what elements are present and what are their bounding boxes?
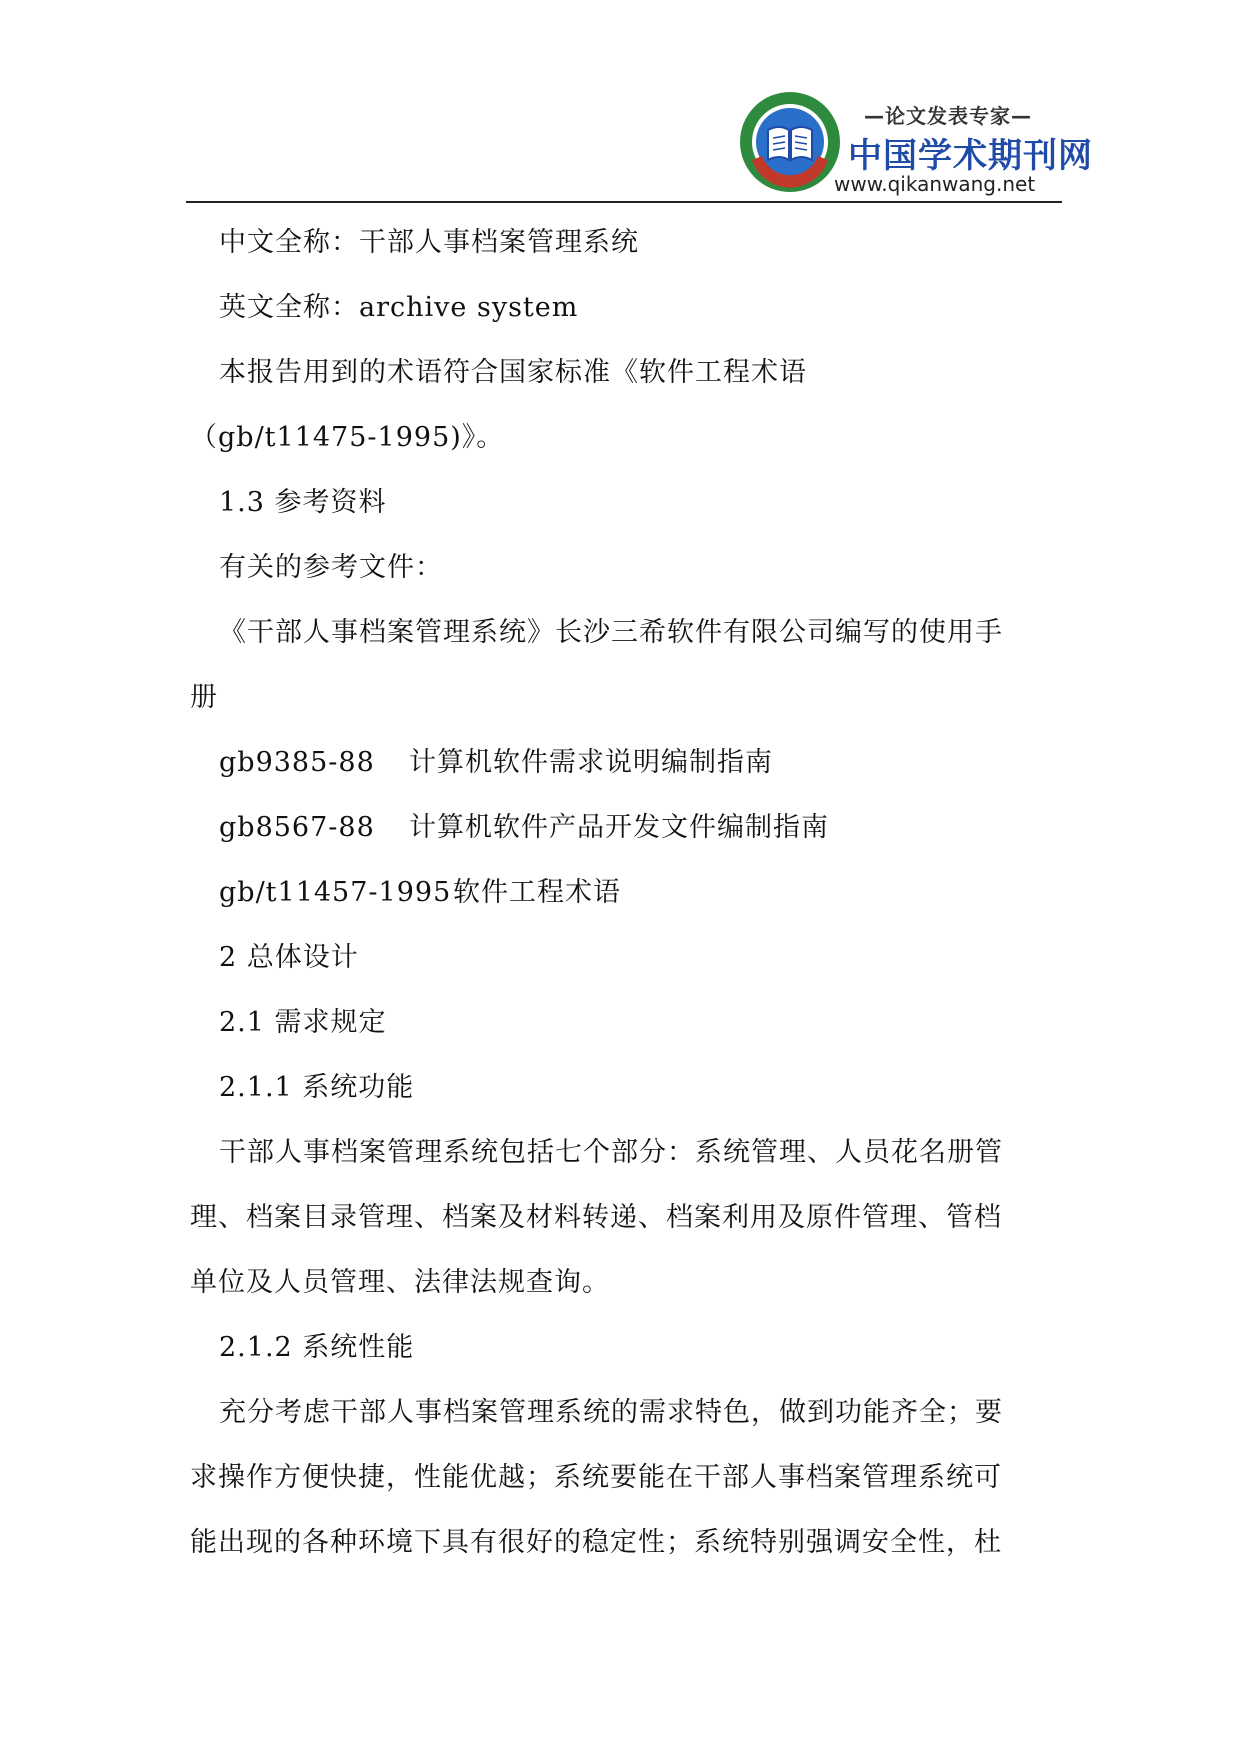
qikanwang-logo xyxy=(738,88,1093,200)
page-header xyxy=(0,0,1241,205)
function-paragraph-end: 单位及人员管理、法律法规查询。 xyxy=(190,1267,610,1298)
english-full-name: 英文全称：archive system xyxy=(219,292,579,323)
reference-item xyxy=(190,795,1060,860)
function-paragraph-cont: 理、档案目录管理、档案及材料转递、档案利用及原件管理、管档 xyxy=(190,1202,1002,1233)
reference-code: gb/t11457-1995 xyxy=(219,877,452,908)
terminology-paragraph: 本报告用到的术语符合国家标准《软件工程术语 xyxy=(219,357,807,388)
logo-slogan: —论文发表专家— xyxy=(864,104,1032,128)
performance-paragraph-cont: 求操作方便快捷，性能优越；系统要能在干部人事档案管理系统可 xyxy=(190,1462,1002,1493)
document-body xyxy=(190,210,1060,1575)
function-paragraph: 干部人事档案管理系统包括七个部分：系统管理、人员花名册管 xyxy=(219,1137,1003,1168)
section-heading-1-3: 1.3 参考资料 xyxy=(219,487,387,518)
reference-item xyxy=(190,860,1060,925)
performance-paragraph: 充分考虑干部人事档案管理系统的需求特色，做到功能齐全；要 xyxy=(219,1397,1003,1428)
reference-title: 软件工程术语 xyxy=(453,877,621,908)
chinese-full-name: 中文全称：干部人事档案管理系统 xyxy=(219,227,639,258)
reference-title: 计算机软件需求说明编制指南 xyxy=(409,747,773,778)
reference-manual: 《干部人事档案管理系统》长沙三希软件有限公司编写的使用手 xyxy=(219,617,1003,648)
book-emblem-icon xyxy=(738,90,842,194)
section-heading-2-1-2: 2.1.2 系统性能 xyxy=(219,1332,415,1363)
reference-intro: 有关的参考文件： xyxy=(219,552,443,583)
header-divider xyxy=(186,201,1062,203)
reference-code: gb9385-88 xyxy=(219,747,375,778)
section-heading-2: 2 总体设计 xyxy=(219,942,359,973)
section-heading-2-1-1: 2.1.1 系统功能 xyxy=(219,1072,415,1103)
reference-code: gb8567-88 xyxy=(219,812,375,843)
logo-url: www.qikanwang.net xyxy=(834,172,1036,196)
reference-manual-cont: 册 xyxy=(190,682,218,713)
section-heading-2-1: 2.1 需求规定 xyxy=(219,1007,387,1038)
logo-brand-name: 中国学术期刊网 xyxy=(848,136,1093,176)
reference-item xyxy=(190,730,1060,795)
reference-title: 计算机软件产品开发文件编制指南 xyxy=(409,812,829,843)
terminology-paragraph-cont: （gb/t11475-1995)》。 xyxy=(190,422,505,453)
performance-paragraph-cont2: 能出现的各种环境下具有很好的稳定性；系统特别强调安全性，杜 xyxy=(190,1527,1002,1558)
